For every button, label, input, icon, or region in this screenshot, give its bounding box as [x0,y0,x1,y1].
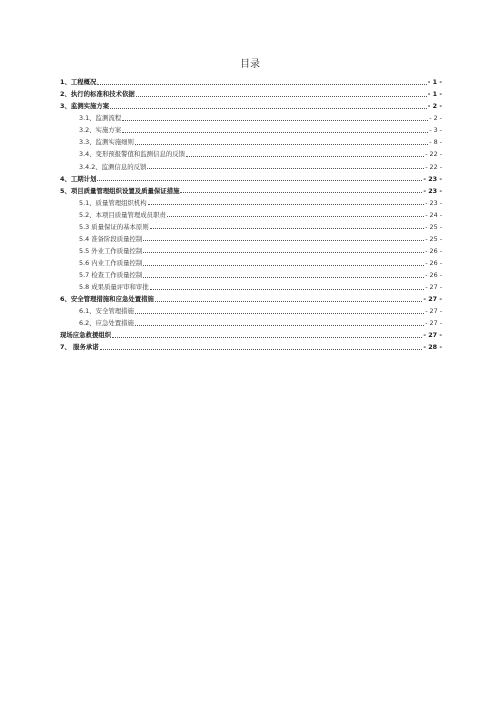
toc-dot-leader [186,156,424,157]
toc-entry-label: 3.4.2、监测信息的反馈 [79,162,147,171]
toc-entry-page-number: - 22 - [425,162,442,171]
toc-entry[interactable] [60,279,442,291]
toc-entry-page-number: - 28 - [423,343,442,352]
toc-entry-label: 5.8 成果质量评审和审批 [79,283,149,292]
toc-entry[interactable] [60,86,442,98]
toc-entry-label: 3、监测实施方案 [60,102,110,111]
toc-dot-leader [180,192,422,193]
toc-entry-label: 3.4、变形预报警值和监测信息的反馈 [79,150,186,159]
toc-entry-label: 4、工期计划 [60,174,97,183]
toc-entry[interactable] [60,171,442,183]
toc-entry-label: 6.2、应急处置措施 [79,319,134,328]
toc-entry-page-number: - 27 - [425,307,442,316]
toc-dot-leader [143,277,424,278]
toc-dot-leader [122,132,428,133]
toc-entry[interactable] [60,110,442,122]
toc-dot-leader [167,216,424,217]
toc-entry-label: 5.6 内业工作质量控制 [79,259,143,267]
toc-entry-page-number: - 8 - [429,138,442,147]
toc-entry-page-number: - 27 - [425,283,442,292]
toc-entry-page-number: - 27 - [423,331,442,340]
toc-entry[interactable] [60,158,442,170]
toc-entry[interactable] [60,98,442,110]
toc-entry-page-number: - 2 - [429,114,442,123]
toc-dot-leader [143,265,424,266]
toc-entry-label: 5.1、质量管理组织机构 [79,198,147,207]
toc-entry[interactable] [60,219,442,231]
toc-entry-label: 2、执行的标准和技术依据 [60,90,135,99]
toc-dot-leader [135,325,424,326]
toc-entry-label: 3.2、实施方案 [79,126,122,135]
toc-entry-page-number: - 27 - [423,295,442,304]
toc-dot-leader [112,337,422,338]
toc-dot-leader [122,120,428,121]
toc-entry-label: 5.4 准备阶段质量控制 [79,234,143,243]
toc-dot-leader [155,301,422,302]
table-of-contents [60,74,442,351]
toc-entry[interactable] [60,303,442,315]
toc-dot-leader [100,349,423,350]
toc-entry-page-number: - 23 - [423,186,442,195]
toc-dot-leader [136,96,427,97]
toc-dot-leader [97,180,422,181]
toc-entry-page-number: - 23 - [425,198,442,207]
toc-entry-label: 6、安全管理措施和应急处置措施 [60,295,154,304]
toc-entry-label: 5.5 外业工作质量控制 [79,246,143,255]
toc-entry-page-number: - 27 - [425,319,442,328]
toc-title: 目录 [240,59,260,70]
toc-entry-page-number: - 24 - [425,210,442,219]
toc-entry-label: 5.2、本项目质量管理成员职责 [79,210,166,219]
toc-entry-page-number: - 26 - [425,246,442,255]
toc-entry-page-number: - 25 - [425,222,442,231]
toc-entry[interactable] [60,122,442,134]
toc-dot-leader [147,168,424,169]
toc-entry-page-number: - 26 - [425,259,442,267]
toc-entry-label: 现场应急救援组织 [60,331,112,340]
toc-entry[interactable] [60,327,442,339]
toc-entry-page-number: - 26 - [425,271,442,280]
toc-entry-label: 5.7 检查工作质量控制 [79,271,143,280]
toc-entry-label: 6.1、安全管理措施 [79,307,134,316]
toc-entry-page-number: - 1 - [427,78,442,87]
toc-entry-page-number: - 22 - [425,150,442,159]
toc-dot-leader [143,252,424,253]
toc-dot-leader [135,313,424,314]
toc-dot-leader [110,108,427,109]
toc-entry-page-number: - 23 - [423,174,442,183]
toc-entry-label: 5、项目质量管理组织设置及质量保证措施 [60,186,180,195]
toc-dot-leader [135,144,428,145]
toc-entry[interactable] [60,315,442,327]
toc-entry-label: 3.3、监测实施细则 [79,138,134,147]
toc-entry[interactable] [60,183,442,195]
toc-entry[interactable] [60,74,442,86]
toc-entry[interactable] [60,146,442,158]
toc-entry[interactable] [60,231,442,243]
toc-entry-page-number: - 25 - [425,234,442,243]
toc-entry[interactable] [60,207,442,219]
toc-dot-leader [97,84,426,85]
toc-entry[interactable] [60,134,442,146]
toc-dot-leader [150,289,424,290]
toc-entry[interactable] [60,255,442,267]
toc-entry-label: 7、 服务承诺 [60,343,99,352]
toc-entry-label: 5.3 质量保证的基本原则 [79,222,149,231]
toc-entry[interactable] [60,339,442,351]
toc-dot-leader [143,240,424,241]
toc-dot-leader [148,204,425,205]
toc-entry[interactable] [60,267,442,279]
toc-entry[interactable] [60,195,442,207]
toc-entry[interactable] [60,243,442,255]
toc-entry-page-number: - 1 - [427,90,442,99]
toc-entry-page-number: - 2 - [427,102,442,111]
toc-dot-leader [150,228,424,229]
toc-entry[interactable] [60,291,442,303]
toc-entry-label: 3.1、监测流程 [79,114,122,123]
toc-entry-page-number: - 3 - [429,126,442,135]
toc-entry-label: 1、工程概况 [60,78,97,87]
